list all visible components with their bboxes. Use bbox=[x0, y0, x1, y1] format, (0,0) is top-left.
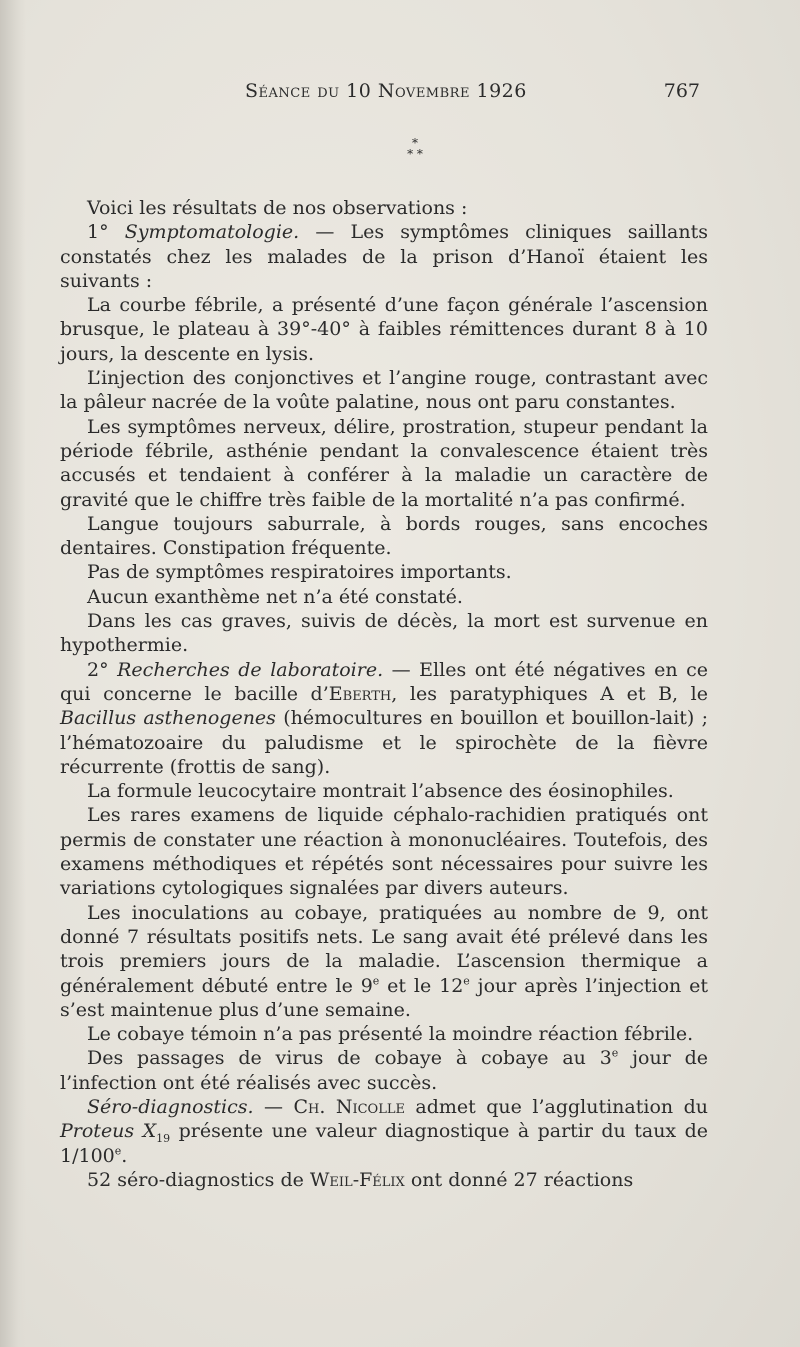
paragraph-injection: L’injection des conjonctives et l’angine rouge, contrastant avec la pâleur nacrée de la voûte palatine, nous ont paru constantes. bbox=[60, 367, 708, 414]
species-name: Bacillus asthenogenes bbox=[60, 707, 276, 730]
section-title: Symptomatologie. bbox=[124, 221, 300, 244]
author-name: Weil-Félix bbox=[309, 1168, 405, 1191]
section-title: Séro-diagnostics. bbox=[87, 1095, 254, 1118]
paragraph-text: — Elles ont été négatives en ce qui concerne le bacille d’ bbox=[60, 658, 709, 705]
superscript: e bbox=[611, 1047, 619, 1061]
author-name: Ch. Nicolle bbox=[293, 1095, 405, 1118]
paragraph-text: , les paratyphiques A et B, le bbox=[391, 682, 708, 705]
paragraph-exantheme: Aucun exanthème net n’a été constaté. bbox=[87, 585, 463, 608]
paragraph-text: . bbox=[121, 1144, 128, 1167]
running-head: Séance du 10 Novembre 1926 bbox=[245, 80, 527, 102]
paragraph-sero-diagnostics bbox=[60, 1095, 708, 1168]
section-number: 1° bbox=[87, 221, 109, 244]
body-text bbox=[60, 196, 708, 1192]
paragraph-passages bbox=[60, 1046, 708, 1095]
paragraph-inoculations bbox=[60, 901, 708, 1022]
superscript: e bbox=[463, 974, 470, 988]
page-header bbox=[60, 80, 710, 104]
paragraph-text: jour de l’infection ont été réalisés avec succès. bbox=[60, 1047, 708, 1094]
asterism bbox=[0, 138, 800, 160]
section-title: Recherches de laboratoire. bbox=[117, 658, 384, 681]
paragraph-text: présente une valeur diagnostique à partir du taux de 1/100 bbox=[60, 1120, 708, 1167]
paragraph-text: (hémocultures en bouillon et bouillon-lait) ; l’hématozoaire du paludisme et le spirochète de la fièvre récurrente (frottis de sang). bbox=[60, 707, 708, 778]
paragraph-weil-felix bbox=[60, 1168, 708, 1192]
subscript: 19 bbox=[156, 1132, 171, 1146]
paragraph-cas-graves: Dans les cas graves, suivis de décès, la mort est survenue en hypothermie. bbox=[60, 610, 708, 657]
paragraph-text: — Les symptômes cliniques saillants constatés chez les malades de la prison d’Hanoï étaient les suivants : bbox=[60, 221, 708, 292]
paragraph-text: — bbox=[253, 1095, 294, 1118]
paragraph-langue: Langue toujours saburrale, à bords rouges, sans encoches dentaires. Constipation fréquente. bbox=[60, 512, 708, 560]
paragraph-respiratoires: Pas de symptômes respiratoires importants. bbox=[87, 561, 512, 584]
paragraph-intro: Voici les résultats de nos observations : bbox=[87, 197, 468, 219]
paragraph-symptomatologie bbox=[60, 220, 708, 293]
species-name: Proteus X bbox=[60, 1120, 157, 1143]
paragraph-text: Les inoculations au cobaye, pratiquées au nombre de 9, ont donné 7 résultats positifs nets. Le sang avait été prélevé dans les trois premiers jours de la maladie. L’ascension thermique a généralement débuté entre le 9 bbox=[60, 901, 708, 997]
superscript: e bbox=[372, 974, 380, 988]
paragraph-text: admet que l’agglutination du bbox=[404, 1095, 708, 1118]
superscript: e bbox=[114, 1144, 122, 1158]
paragraph-text: ont donné 27 réactions bbox=[404, 1168, 634, 1191]
paragraph-text: 52 séro-diagnostics de bbox=[87, 1168, 310, 1191]
paragraph-recherches bbox=[60, 658, 708, 779]
paragraph-symptomes-nerveux: Les symptômes nerveux, délire, prostration, stupeur pendant la période fébrile, asthénie pendant la convalescence étaient très accusés et tendaient à conférer à la maladie un caractère de gravité que le chiffre très faible de la mortalité n’a pas confirmé. bbox=[60, 415, 708, 511]
section-number: 2° bbox=[87, 658, 109, 681]
paragraph-formule: La formule leucocytaire montrait l’absence des éosinophiles. bbox=[87, 780, 674, 803]
paragraph-courbe-febrile: La courbe fébrile, a présenté d’une façon générale l’ascension brusque, le plateau à 39°-40° à faibles rémittences durant 8 à 10 jours, la descente en lysis. bbox=[60, 294, 708, 365]
paragraph-text: Des passages de virus de cobaye à cobaye au 3 bbox=[87, 1047, 612, 1070]
paragraph-text: et le 12 bbox=[379, 974, 464, 997]
paragraph-cobaye-temoin: Le cobaye témoin n’a pas présenté la moindre réaction fébrile. bbox=[87, 1023, 694, 1046]
paragraph-examens: Les rares examens de liquide céphalo-rachidien pratiqués ont permis de constater une réaction à mononucléaires. Toutefois, des examens méthodiques et répétés sont nécessaires pour suivre les variations cytologiques signalées par divers auteurs. bbox=[60, 804, 708, 900]
asterism-top: * bbox=[412, 136, 418, 150]
paragraph-text: jour après l’injection et s’est maintenue plus d’une semaine. bbox=[60, 974, 708, 1021]
page-number: 767 bbox=[663, 80, 700, 102]
asterism-bottom: * * bbox=[407, 147, 423, 161]
page-gutter-shadow bbox=[0, 0, 26, 1347]
author-name: Eberth bbox=[328, 682, 392, 705]
